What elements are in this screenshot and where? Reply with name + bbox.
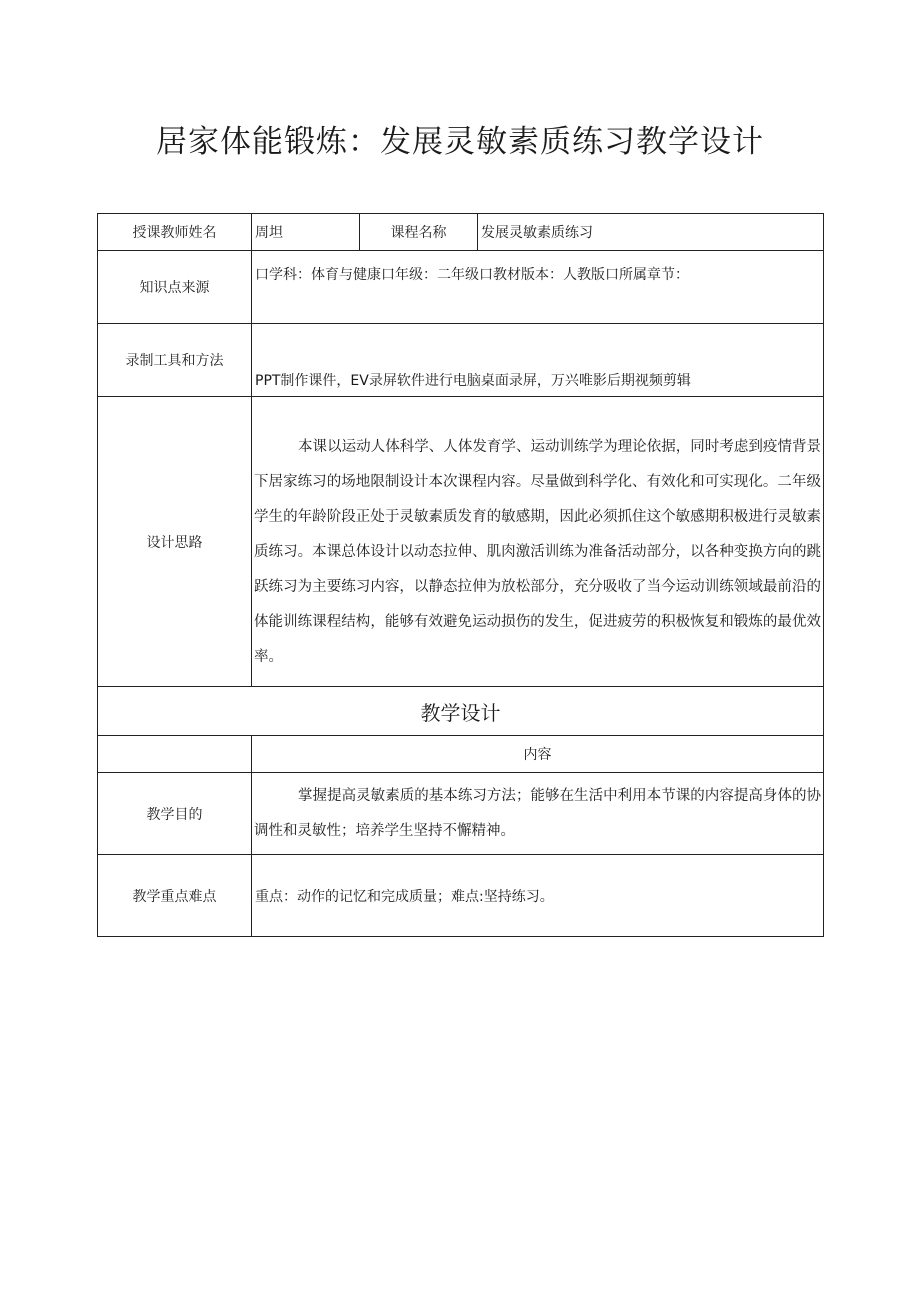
teaching-design-header: 教学设计 (98, 687, 824, 736)
teaching-goal-label: 教学目的 (98, 773, 252, 855)
recording-tools-value: PPT制作课件，EV录屏软件进行电脑桌面录屏，万兴唯影后期视频剪辑 (252, 324, 824, 397)
key-points-value: 重点：动作的记忆和完成质量；难点:坚持练习。 (252, 855, 824, 937)
teaching-goal-value (252, 773, 824, 855)
course-name-label: 课程名称 (360, 214, 478, 251)
recording-tools-row (98, 324, 824, 397)
content-header-row (98, 736, 824, 773)
section-header-row (98, 687, 824, 736)
teaching-goal-text: 掌握提高灵敏素质的基本练习方法；能够在生活中利用本节课的内容提高身体的协调性和灵敏性；培养学生坚持不懈精神。 (254, 787, 821, 839)
teaching-goal-row (98, 773, 824, 855)
lesson-plan-table (97, 213, 824, 937)
design-idea-text: 本课以运动人体科学、人体发育学、运动训练学为理论依据，同时考虑到疫情背景下居家练习的场地限制设计本次课程内容。尽量做到科学化、有效化和可实现化。二年级学生的年龄阶段正处于灵敏素质发育的敏感期，因此必须抓住这个敏感期积极进行灵敏素质练习。本课总体设计以动态拉伸、肌肉激活训练为准备活动部分，以各种变换方向的跳跃练习为主要练习内容，以静态拉伸为放松部分，充分吸收了当今运动训练领域最前沿的体能训练课程结构，能够有效避免运动损伤的发生，促进疲劳的积极恢复和锻炼的最优效率。 (254, 439, 821, 665)
course-name-value: 发展灵敏素质练习 (478, 214, 824, 251)
teacher-name-value: 周坦 (252, 214, 360, 251)
key-points-label: 教学重点难点 (98, 855, 252, 937)
knowledge-source-value: 口学科：体育与健康口年级：二年级口教材版本：人教版口所属章节： (252, 251, 824, 324)
knowledge-source-label: 知识点来源 (98, 251, 252, 324)
design-idea-row (98, 397, 824, 687)
key-points-row (98, 855, 824, 937)
content-header: 内容 (252, 736, 824, 773)
teacher-name-label: 授课教师姓名 (98, 214, 252, 251)
document-title: 居家体能锻炼：发展灵敏素质练习教学设计 (156, 124, 764, 160)
knowledge-source-row (98, 251, 824, 324)
teacher-row (98, 214, 824, 251)
empty-header-cell (98, 736, 252, 773)
design-idea-value (252, 397, 824, 687)
design-idea-label: 设计思路 (98, 397, 252, 687)
recording-tools-label: 录制工具和方法 (98, 324, 252, 397)
